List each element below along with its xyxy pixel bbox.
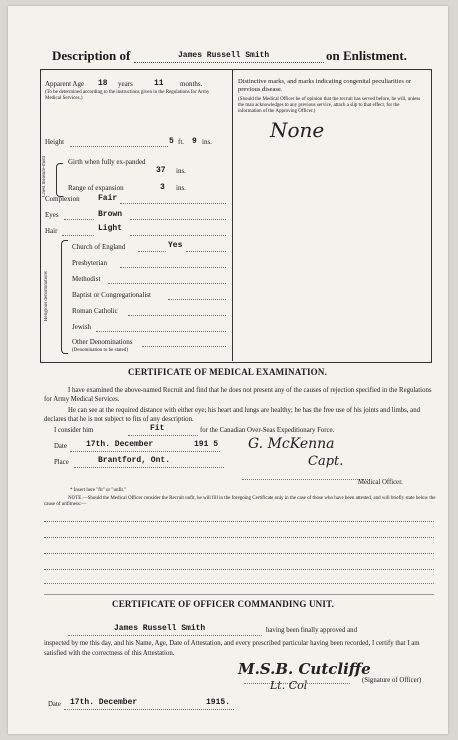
religion-other: Other Denominations bbox=[72, 338, 133, 346]
religious-denominations-text: Religious denominations bbox=[44, 271, 49, 321]
medical-officer-rank: Capt. bbox=[308, 454, 344, 469]
religion-church-of-england-value: Yes bbox=[168, 241, 183, 250]
commanding-date-dots bbox=[64, 708, 234, 710]
hair-label: Hair bbox=[45, 227, 58, 235]
age-years: 18 bbox=[98, 79, 108, 88]
ft-label: ft. bbox=[178, 138, 185, 146]
religion-dots-3 bbox=[168, 298, 226, 300]
height-dots bbox=[70, 145, 168, 147]
unfit-line-4 bbox=[44, 568, 434, 570]
religion-brace bbox=[61, 240, 68, 354]
medical-officer-label: Medical Officer. bbox=[358, 479, 403, 486]
name-underline bbox=[134, 62, 324, 63]
religion-church-of-england: Church of England bbox=[72, 243, 126, 251]
girth-value: 37 bbox=[156, 166, 166, 175]
unfit-line-3 bbox=[44, 552, 434, 554]
religion-dots-0b bbox=[186, 250, 226, 252]
box-divider bbox=[232, 69, 233, 361]
height-label: Height bbox=[45, 138, 65, 146]
religion-jewish: Jewish bbox=[72, 323, 92, 331]
officer-sign-dots bbox=[242, 478, 370, 480]
religion-dots-2 bbox=[108, 282, 226, 284]
religion-roman-catholic: Roman Catholic bbox=[72, 307, 118, 315]
commanding-text-1: having been finally approved and bbox=[266, 627, 357, 634]
ins-label-height: ins. bbox=[202, 138, 212, 146]
distinctive-marks-heading: Distinctive marks, and marks indicating congenital peculiarities or previous disease. bbox=[238, 78, 411, 93]
consider-suffix: for the Canadian Over-Seas Expeditionary Force. bbox=[200, 427, 335, 434]
chest-measurement-text: Chest measure-ment bbox=[42, 156, 47, 198]
eyes-dots bbox=[64, 218, 94, 220]
commanding-text-2: inspected by me this day, and his Name, Age, Date of Attestation, and every prescribed particular having been recorded, I certify that I am satisfied with the correctness of this Attestation. bbox=[44, 640, 420, 657]
medical-officer-signature: G. McKenna bbox=[248, 436, 335, 452]
signature-of-officer-label: (Signature of Officer) bbox=[362, 677, 422, 684]
commanding-officer-rank: Lt. Col bbox=[270, 679, 308, 692]
unfit-note: NOTE.—Should the Medical Officer consider the Recruit unfit, he will fill in the foregoing Certificate only in the case of those who have been attested, and will briefly state below the cause of unfitness:— bbox=[44, 496, 436, 507]
eyes-label: Eyes bbox=[45, 211, 59, 219]
religion-dots-1 bbox=[120, 266, 226, 268]
commanding-name-dots bbox=[68, 634, 262, 636]
distinctive-marks-value: None bbox=[270, 118, 325, 142]
unfit-line-1 bbox=[44, 520, 434, 522]
unfit-line-5 bbox=[44, 582, 434, 584]
hair-dots-2 bbox=[130, 234, 226, 236]
range-ins-label: ins. bbox=[176, 184, 186, 192]
place-label: Place bbox=[54, 459, 69, 466]
consider-prefix: I consider him bbox=[54, 427, 94, 434]
eyes-dots-2 bbox=[130, 218, 226, 220]
complexion-label: Complexion bbox=[45, 195, 80, 203]
section-divider bbox=[44, 594, 434, 595]
medical-year-value: 191 5 bbox=[194, 440, 219, 449]
on-enlistment-heading: on Enlistment. bbox=[326, 48, 407, 63]
commanding-certificate-title: CERTIFICATE OF OFFICER COMMANDING UNIT. bbox=[112, 599, 335, 609]
fitness-value: Fit bbox=[150, 424, 165, 433]
height-in: 9 bbox=[192, 137, 197, 146]
hair-value: Light bbox=[98, 224, 123, 233]
range-label: Range of expansion bbox=[68, 184, 124, 192]
medical-date-dots bbox=[70, 450, 220, 452]
range-value: 3 bbox=[160, 183, 165, 192]
commanding-date-value: 17th. December bbox=[70, 698, 138, 707]
attestation-page bbox=[8, 6, 448, 734]
religion-methodist: Methodist bbox=[72, 275, 101, 283]
complexion-value: Fair bbox=[98, 194, 118, 203]
years-label: years bbox=[118, 80, 133, 88]
commanding-date-label: Date bbox=[48, 701, 61, 708]
girth-ins-label: ins. bbox=[176, 167, 186, 175]
eyes-value: Brown bbox=[98, 210, 123, 219]
place-dots bbox=[74, 466, 224, 468]
height-ft: 5 bbox=[169, 137, 174, 146]
religion-dots-6 bbox=[142, 345, 226, 347]
medical-certificate-title: CERTIFICATE OF MEDICAL EXAMINATION. bbox=[128, 367, 328, 377]
description-heading: Description of bbox=[52, 48, 131, 63]
months-label: months. bbox=[180, 80, 203, 88]
place-value: Brantford, Ont. bbox=[98, 456, 171, 465]
commanding-officer-signature: M.S.B. Cutcliffe bbox=[238, 660, 371, 678]
consider-dots bbox=[128, 434, 198, 436]
chest-brace bbox=[56, 163, 63, 197]
religious-denominations-label bbox=[44, 246, 58, 346]
recruit-name: James Russell Smith bbox=[178, 51, 270, 60]
religion-dots-4 bbox=[128, 314, 226, 316]
commanding-recruit-name: James Russell Smith bbox=[114, 624, 206, 633]
fit-footnote: * Insert here "fit" or "unfit." bbox=[70, 488, 127, 493]
age-note: (To be determined according to the instructions given in the Regulations for Army Medical Services.) bbox=[45, 90, 210, 101]
medical-para-1: I have examined the above-named Recruit and find that he does not present any of the causes of rejection specified in the Regulations for Army Medical Services. bbox=[44, 387, 432, 403]
age-months: 11 bbox=[154, 79, 164, 88]
medical-date-label: Date bbox=[54, 443, 67, 450]
religion-dots-0 bbox=[138, 250, 166, 252]
apparent-age-label: Apparent Age bbox=[45, 80, 85, 88]
girth-label: Girth when fully ex-panded bbox=[68, 158, 146, 166]
medical-para-2: He can see at the required distance with either eye; his heart and lungs are healthy; he has the free use of his joints and limbs, and declares that he is not subject to fits of any description. bbox=[44, 407, 420, 423]
religion-dots-5 bbox=[96, 330, 226, 332]
hair-dots bbox=[62, 234, 94, 236]
complexion-dots bbox=[120, 202, 226, 204]
distinctive-marks-note: (Should the Medical Officer be of opinion that the recruit has served before, he will, unless the man acknowledges to any previous service, attach a slip to that effect, for the information of the Approving Officer.) bbox=[238, 97, 421, 114]
chest-measurement-label bbox=[42, 154, 54, 200]
commanding-year-value: 1915. bbox=[206, 698, 231, 707]
religion-baptist: Baptist or Congregationalist bbox=[72, 291, 151, 299]
commanding-sign-dots bbox=[244, 682, 350, 684]
denomination-note: (Denomination to be stated) bbox=[72, 348, 128, 353]
medical-date-value: 17th. December bbox=[86, 440, 154, 449]
religion-presbyterian: Presbyterian bbox=[72, 259, 107, 267]
unfit-line-2 bbox=[44, 536, 434, 538]
